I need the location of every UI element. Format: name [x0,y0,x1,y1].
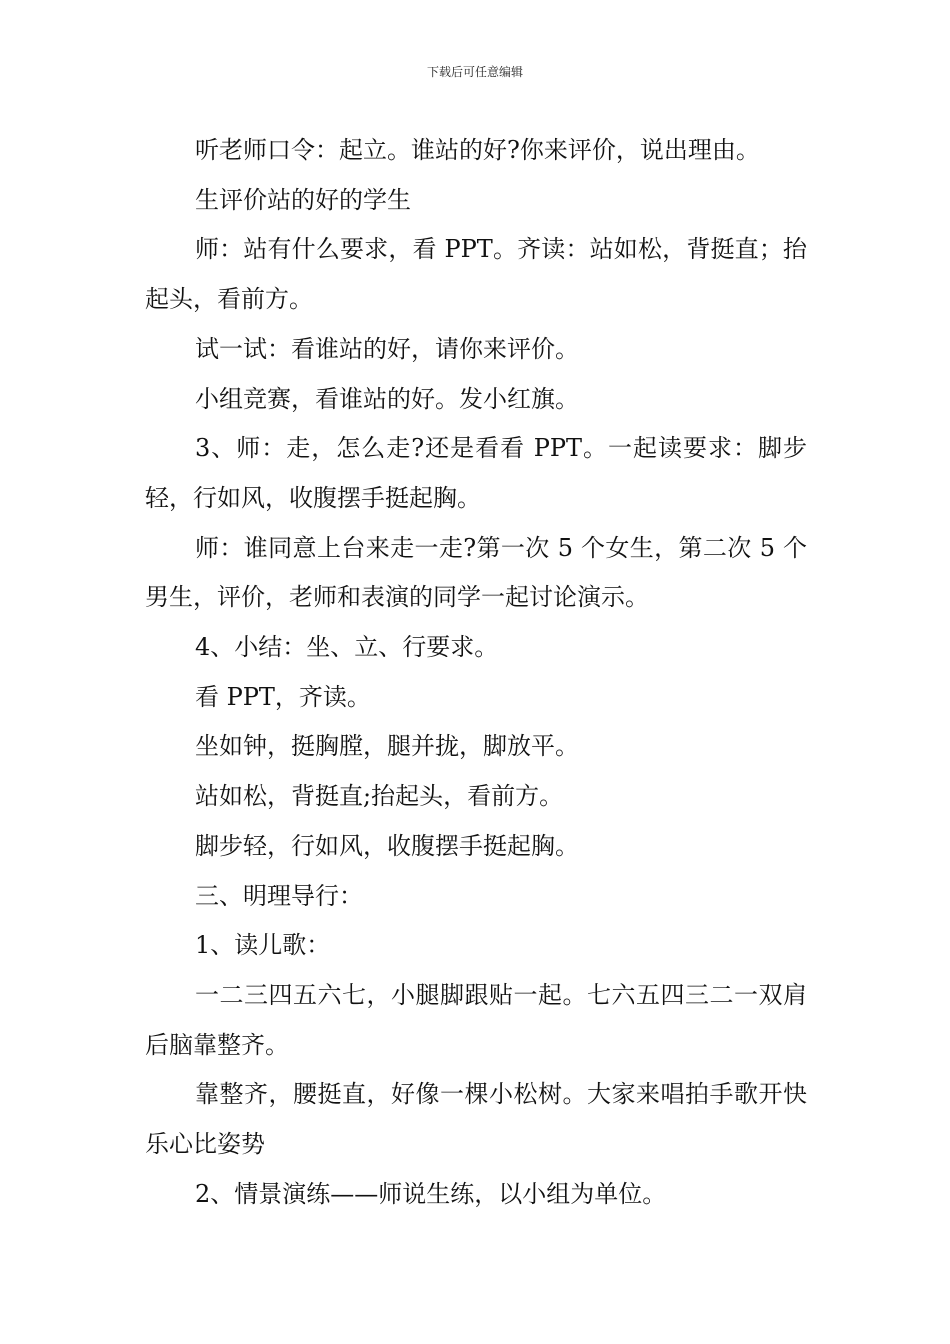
paragraph: 试一试：看谁站的好，请你来评价。 [195,334,579,363]
paragraph: 师：谁同意上台来走一走?第一次 5 个女生，第二次 5 个男生，评价，老师和表演的同学一起讨论演示。 [145,533,807,612]
document-body [145,126,807,1219]
paragraph: 4、小结：坐、立、行要求。 [195,633,499,662]
paragraph: 生评价站的好的学生 [195,185,411,214]
paragraph: 看 PPT，齐读。 [195,682,371,711]
paragraph: 靠整齐，腰挺直，好像一棵小松树。大家来唱拍手歌开快乐心比姿势 [145,1080,807,1159]
paragraph: 2、情景演练——师说生练，以小组为单位。 [195,1179,667,1208]
paragraph: 听老师口令：起立。谁站的好?你来评价，说出理由。 [195,136,760,164]
paragraph: 小组竞赛，看谁站的好。发小红旗。 [195,384,579,413]
paragraph: 脚步轻，行如风，收腹摆手挺起胸。 [195,831,579,860]
page-header: 下载后可任意编辑 [426,65,523,79]
paragraph: 3、师：走，怎么走?还是看看 PPT。一起读要求：脚步轻，行如风，收腹摆手挺起胸。 [145,434,807,512]
paragraph: 一二三四五六七，小腿脚跟贴一起。七六五四三二一双肩后脑靠整齐。 [145,980,807,1059]
paragraph: 师：站有什么要求，看 PPT。齐读：站如松，背挺直；抬起头，看前方。 [145,235,807,314]
paragraph: 三、明理导行： [195,881,363,910]
paragraph: 站如松，背挺直;抬起头，看前方。 [195,782,564,811]
paragraph: 1、读儿歌： [195,931,331,960]
paragraph: 坐如钟，挺胸膛，腿并拢，脚放平。 [195,732,579,761]
